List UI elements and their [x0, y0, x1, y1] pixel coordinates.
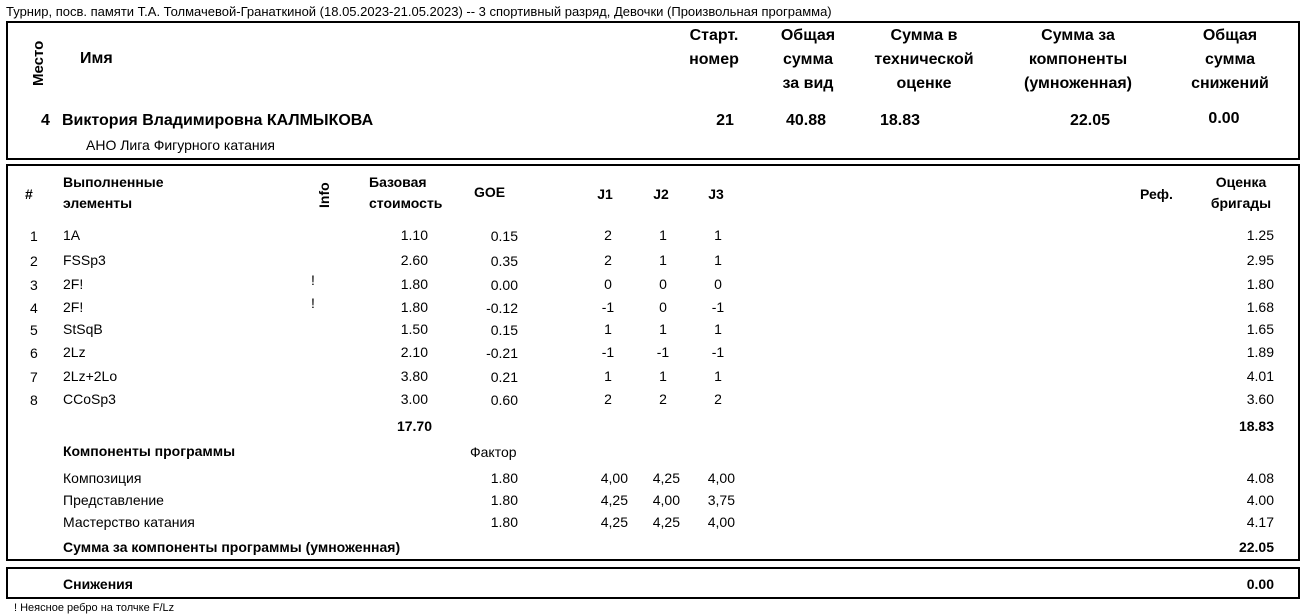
- element-base-value: 1.10: [400, 227, 428, 243]
- element-judge-2: 0: [659, 276, 667, 292]
- start-number-header: [672, 24, 756, 72]
- info-header: Info: [316, 182, 332, 208]
- element-info: !: [311, 295, 315, 311]
- goe-header: GOE: [474, 184, 506, 200]
- tes-header-line: Сумма в: [890, 27, 958, 44]
- skater-start-number: 21: [716, 112, 734, 129]
- elements-header: [63, 172, 164, 214]
- skater-place: 4: [41, 112, 50, 129]
- element-name: FSSp3: [63, 252, 106, 268]
- element-number: 1: [30, 228, 38, 244]
- place-header: Место: [30, 40, 47, 86]
- element-number: 4: [30, 300, 38, 316]
- element-base-value: 2.10: [400, 344, 428, 360]
- element-panel-score: 4.01: [1246, 368, 1274, 384]
- element-goe: 0.15: [490, 322, 518, 338]
- element-number: 8: [30, 392, 38, 408]
- deductions-header-line: снижений: [1191, 75, 1269, 92]
- total-score-header: [770, 24, 846, 96]
- element-panel-score: 3.60: [1246, 391, 1274, 407]
- components-total-value: 22.05: [1238, 539, 1274, 555]
- footnote: ! Неясное ребро на толчке F/Lz: [14, 602, 175, 614]
- judge-2-header: J2: [653, 186, 669, 202]
- element-info: !: [311, 272, 315, 288]
- element-judge-3: 0: [714, 276, 722, 292]
- base-value-header-line: Базовая: [369, 174, 427, 190]
- element-judge-2: 2: [659, 391, 667, 407]
- tes-header: [862, 24, 986, 96]
- event-title: Турнир, посв. памяти Т.А. Толмачевой-Гранаткиной (18.05.2023-21.05.2023) -- 3 спортивный разряд, Девочки (Произвольная программа): [6, 4, 832, 19]
- element-judge-2: 1: [659, 368, 667, 384]
- element-judge-3: 1: [714, 321, 722, 337]
- component-judge-2: 4,00: [652, 492, 680, 508]
- component-name: Композиция: [63, 470, 142, 486]
- component-judge-1: 4,00: [600, 470, 628, 486]
- element-judge-2: 0: [659, 299, 667, 315]
- element-judge-3: -1: [711, 344, 725, 360]
- element-goe: 0.15: [490, 228, 518, 244]
- element-judge-1: 1: [604, 321, 612, 337]
- pcs-header: [1012, 24, 1144, 96]
- skater-name: Виктория Владимировна КАЛМЫКОВА: [62, 112, 374, 129]
- skater-deductions: 0.00: [1208, 110, 1240, 127]
- element-judge-3: -1: [711, 299, 725, 315]
- element-name: StSqB: [63, 321, 103, 337]
- tes-header-line: технической: [874, 51, 974, 68]
- element-number: 2: [30, 253, 38, 269]
- components-header: Компоненты программы: [63, 443, 236, 459]
- deductions-header-line: сумма: [1205, 51, 1255, 68]
- element-panel-score: 1.68: [1246, 299, 1274, 315]
- element-judge-1: 2: [604, 227, 612, 243]
- element-number: 7: [30, 369, 38, 385]
- panel-score-header-line: Оценка: [1215, 174, 1267, 190]
- total-score-header-line: сумма: [783, 51, 833, 68]
- judge-3-header: J3: [708, 186, 724, 202]
- total-score-header-line: за вид: [782, 75, 834, 92]
- component-name: Мастерство катания: [63, 514, 195, 530]
- panel-score-header: [1196, 172, 1286, 214]
- component-judge-1: 4,25: [600, 492, 628, 508]
- element-goe: 0.21: [490, 369, 518, 385]
- component-judge-3: 4,00: [707, 470, 735, 486]
- element-name: 2F!: [63, 299, 84, 315]
- element-panel-score: 1.65: [1246, 321, 1274, 337]
- deductions-header: [1180, 24, 1280, 96]
- component-factor: 1.80: [490, 492, 518, 508]
- element-judge-1: 1: [604, 368, 612, 384]
- element-judge-1: 2: [604, 252, 612, 268]
- element-judge-3: 2: [714, 391, 722, 407]
- element-number: 3: [30, 277, 38, 293]
- element-panel-score: 1.89: [1246, 344, 1274, 360]
- pcs-header-line: компоненты: [1028, 51, 1128, 68]
- element-judge-3: 1: [714, 368, 722, 384]
- elements-header-line: Выполненные: [63, 174, 164, 190]
- element-base-value: 1.50: [400, 321, 428, 337]
- element-judge-2: -1: [656, 344, 670, 360]
- pcs-header-line: (умноженная): [1024, 75, 1132, 92]
- element-base-value: 1.80: [400, 299, 428, 315]
- component-factor: 1.80: [490, 470, 518, 486]
- component-judge-2: 4,25: [652, 470, 680, 486]
- referee-header: Реф.: [1140, 186, 1173, 202]
- element-base-value: 3.80: [400, 368, 428, 384]
- pcs-header-line: Сумма за: [1041, 27, 1115, 44]
- skater-tes: 18.83: [879, 112, 921, 129]
- element-goe: -0.21: [486, 345, 518, 361]
- element-judge-2: 1: [659, 227, 667, 243]
- base-value-total: 17.70: [396, 418, 432, 434]
- element-number: 6: [30, 345, 38, 361]
- element-judge-2: 1: [659, 321, 667, 337]
- base-value-header-line: стоимость: [369, 195, 443, 211]
- name-header: Имя: [80, 50, 113, 67]
- component-judge-3: 4,00: [707, 514, 735, 530]
- start-number-header-line: номер: [689, 51, 739, 68]
- element-number: 5: [30, 322, 38, 338]
- deductions-panel: [6, 567, 1300, 599]
- element-judge-1: 0: [604, 276, 612, 292]
- element-panel-score: 1.25: [1246, 227, 1274, 243]
- element-judge-2: 1: [659, 252, 667, 268]
- component-panel-score: 4.00: [1246, 492, 1274, 508]
- element-base-value: 2.60: [400, 252, 428, 268]
- element-name: CCoSp3: [63, 391, 116, 407]
- total-score-header-line: Общая: [780, 27, 836, 44]
- start-number-header-line: Старт.: [689, 27, 739, 44]
- deductions-label: Снижения: [63, 576, 133, 592]
- component-judge-2: 4,25: [652, 514, 680, 530]
- element-name: 2Lz: [63, 344, 86, 360]
- deductions-header-line: Общая: [1202, 27, 1258, 44]
- element-judge-1: -1: [601, 344, 615, 360]
- element-name: 2Lz+2Lo: [63, 368, 118, 384]
- elements-header-line: элементы: [63, 195, 133, 211]
- component-factor: 1.80: [490, 514, 518, 530]
- element-judge-3: 1: [714, 227, 722, 243]
- elements-score-total: 18.83: [1238, 418, 1274, 434]
- deductions-value: 0.00: [1246, 576, 1274, 592]
- element-goe: 0.35: [490, 253, 518, 269]
- factor-header: Фактор: [470, 444, 517, 460]
- component-panel-score: 4.08: [1246, 470, 1274, 486]
- element-goe: 0.00: [490, 277, 518, 293]
- element-goe: 0.60: [490, 392, 518, 408]
- tes-header-line: оценке: [896, 75, 952, 92]
- element-base-value: 3.00: [400, 391, 428, 407]
- component-judge-3: 3,75: [707, 492, 735, 508]
- skater-pcs: 22.05: [1069, 112, 1111, 129]
- judge-1-header: J1: [597, 186, 613, 202]
- element-judge-1: 2: [604, 391, 612, 407]
- element-judge-1: -1: [601, 299, 615, 315]
- components-total-label: Сумма за компоненты программы (умноженная): [63, 539, 401, 555]
- element-name: 1A: [63, 227, 81, 243]
- skater-club: АНО Лига Фигурного катания: [86, 137, 275, 153]
- element-name: 2F!: [63, 276, 84, 292]
- element-judge-3: 1: [714, 252, 722, 268]
- element-panel-score: 1.80: [1246, 276, 1274, 292]
- skater-total-score: 40.88: [785, 112, 827, 129]
- element-panel-score: 2.95: [1246, 252, 1274, 268]
- base-value-header: [369, 172, 442, 214]
- element-goe: -0.12: [486, 300, 518, 316]
- panel-score-header-line: бригады: [1210, 195, 1272, 211]
- num-header: #: [25, 186, 33, 202]
- component-panel-score: 4.17: [1246, 514, 1274, 530]
- element-base-value: 1.80: [400, 276, 428, 292]
- component-name: Представление: [63, 492, 164, 508]
- component-judge-1: 4,25: [600, 514, 628, 530]
